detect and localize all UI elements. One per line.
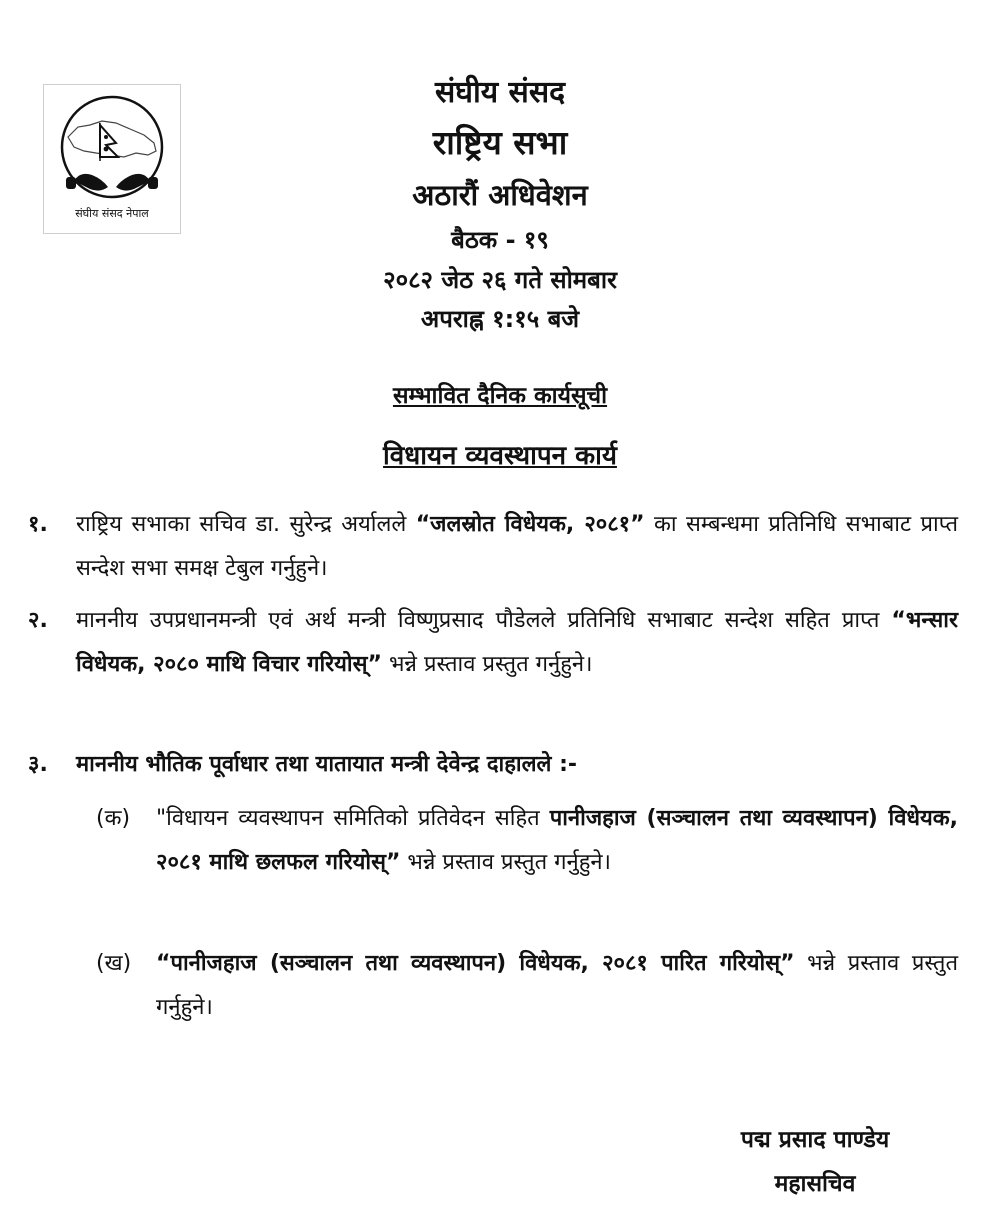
header-time: अपराह्न १:१५ बजे xyxy=(420,305,580,333)
item-number: १. xyxy=(28,512,48,537)
federal-parliament-nepal-emblem-icon xyxy=(44,85,180,233)
agenda-item-3 xyxy=(28,743,958,787)
parliament-logo xyxy=(43,84,181,234)
item-text-bold: “जलस्रोत विधेयक, २०८१” xyxy=(415,512,645,537)
subitem-text-bold: “पानीजहाज (सञ्चालन तथा व्यवस्थापन) विधेयक, २०८१ पारित गरियोस्” xyxy=(156,951,795,976)
item-text-plain: राष्ट्रिय सभाका सचिव डा. सुरेन्द्र अर्यालले xyxy=(76,512,416,537)
agenda-subitem-ka xyxy=(96,797,958,885)
item-text xyxy=(76,503,958,591)
item-text-bold: “भन्सार विधेयक, २०८० माथि विचार गरियोस्” xyxy=(76,608,958,677)
item-text-plain: का सम्बन्धमा प्रतिनिधि सभाबाट प्राप्त सन्देश सभा समक्ष टेबुल गर्नुहुने। xyxy=(76,512,959,581)
subitem-text-plain: भन्ने प्रस्ताव प्रस्तुत गर्नुहुने। xyxy=(400,850,611,875)
item-text-bold: माननीय भौतिक पूर्वाधार तथा यातायात मन्त्री देवेन्द्र दाहालले :- xyxy=(76,752,578,777)
header-meeting-number: बैठक - १९ xyxy=(451,226,549,254)
subitem-text-plain: "विधायन व्यवस्थापन समितिको प्रतिवेदन सहित xyxy=(156,806,550,831)
agenda-subitem-kha xyxy=(96,942,958,1030)
subitem-text-plain: भन्ने प्रस्ताव प्रस्तुत गर्नुहुने। xyxy=(156,951,958,1020)
signatory-title: महासचिव xyxy=(774,1171,856,1197)
section-title: विधायन व्यवस्थापन कार्य xyxy=(383,441,617,471)
item-text-plain: भन्ने प्रस्ताव प्रस्तुत गर्नुहुने। xyxy=(381,652,593,677)
agenda-item-2 xyxy=(28,599,958,687)
header-national-assembly: राष्ट्रिय सभा xyxy=(432,123,568,162)
agenda-item-1 xyxy=(28,503,958,591)
item-text xyxy=(76,743,958,787)
agenda-title: सम्भावित दैनिक कार्यसूची xyxy=(392,383,608,409)
signatory-name: पद्म प्रसाद पाण्डेय xyxy=(740,1127,890,1153)
header-session: अठारौं अधिवेशन xyxy=(412,178,588,212)
subitem-marker: (क) xyxy=(96,806,131,831)
item-number: २. xyxy=(28,608,48,633)
signature-block xyxy=(700,1118,930,1206)
subitem-text-bold: पानीजहाज (सञ्चालन तथा व्यवस्थापन) विधेयक, २०८१ माथि छलफल गरियोस्” xyxy=(156,806,959,875)
item-text-plain: माननीय उपप्रधानमन्त्री एवं अर्थ मन्त्री विष्णुप्रसाद पौडेलले प्रतिनिधि सभाबाट सन्देश सहित प्राप्त xyxy=(76,608,892,633)
subitem-text xyxy=(156,942,958,1030)
logo-caption: संघीय संसद नेपाल xyxy=(75,207,149,220)
item-number: ३. xyxy=(28,752,48,777)
item-text xyxy=(76,599,958,687)
subitem-text xyxy=(156,797,958,885)
header-date: २०८२ जेठ २६ गते सोमबार xyxy=(383,266,617,294)
header-federal-parliament: संघीय संसद xyxy=(434,75,566,110)
subitem-marker: (ख) xyxy=(96,951,132,976)
document-header xyxy=(280,70,720,338)
